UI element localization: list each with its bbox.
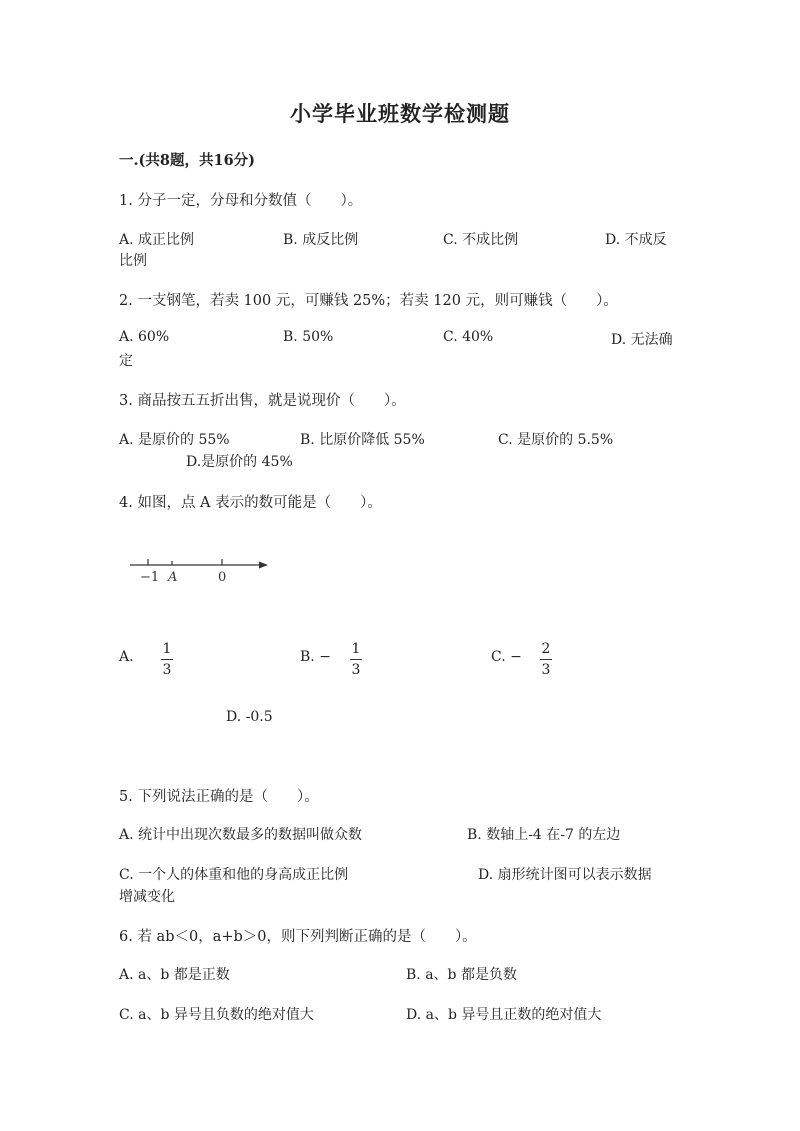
question-1-option-b: B. 成反比例: [283, 232, 359, 248]
question-1-option-d: D. 不成反: [605, 232, 667, 248]
question-5-option-a: A. 统计中出现次数最多的数据叫做众数: [119, 827, 363, 843]
question-5-stem: 5. 下列说法正确的是（ ）。: [119, 789, 319, 805]
question-6-option-a: A. a、b 都是正数: [119, 967, 230, 983]
question-4-option-c-fraction: [540, 641, 552, 678]
question-5-option-c: C. 一个人的体重和他的身高成正比例: [119, 867, 349, 883]
question-2-option-d-wrap: 定: [119, 353, 133, 369]
fraction-numerator: 1: [162, 641, 172, 657]
fraction-denominator: 3: [541, 662, 551, 678]
label-point-a: A: [168, 570, 178, 585]
question-3-option-a: A. 是原价的 55%: [119, 432, 230, 448]
question-4-option-a-prefix: A.: [119, 649, 134, 665]
question-2-stem: 2. 一支钢笔，若卖 100 元，可赚钱 25%；若卖 120 元，则可赚钱（ ）。: [119, 293, 618, 309]
section-heading: 一.(共8题，共16分): [119, 152, 256, 169]
question-4-stem: 4. 如图，点 A 表示的数可能是（ ）。: [119, 495, 382, 511]
fraction-numerator: 1: [351, 641, 361, 657]
question-4-option-c-prefix: C. −: [491, 649, 522, 665]
fraction-denominator: 3: [351, 662, 361, 678]
question-3-option-c: C. 是原价的 5.5%: [498, 432, 614, 448]
question-2-option-b: B. 50%: [283, 329, 334, 345]
question-3-stem: 3. 商品按五五折出售，就是说现价（ ）。: [119, 393, 406, 409]
fraction-bar: [161, 659, 173, 660]
fraction-bar: [350, 659, 362, 660]
number-line-figure: [125, 548, 275, 592]
question-4-option-b-fraction: [350, 641, 362, 678]
question-6-option-d: D. a、b 异号且正数的绝对值大: [406, 1007, 602, 1023]
question-1-option-c: C. 不成比例: [443, 232, 519, 248]
label-minus-one: −1: [140, 570, 160, 585]
question-4-option-d: D. -0.5: [226, 709, 273, 725]
question-3-option-b: B. 比原价降低 55%: [300, 432, 425, 448]
question-3-option-d: D.是原价的 45%: [186, 454, 293, 470]
question-5-option-b: B. 数轴上-4 在-7 的左边: [467, 827, 621, 843]
question-1-stem: 1. 分子一定，分母和分数值（ ）。: [119, 193, 363, 209]
fraction-denominator: 3: [162, 662, 172, 678]
question-1-option-d-wrap: 比例: [119, 253, 147, 269]
question-2-option-a: A. 60%: [119, 329, 170, 345]
question-6-option-b: B. a、b 都是负数: [406, 967, 517, 983]
fraction-bar: [540, 659, 552, 660]
question-1-option-a: A. 成正比例: [119, 232, 195, 248]
question-6-option-c: C. a、b 异号且负数的绝对值大: [119, 1007, 314, 1023]
question-2-option-c: C. 40%: [443, 329, 494, 345]
number-line-svg: [125, 548, 275, 588]
fraction-numerator: 2: [541, 641, 551, 657]
number-line-arrow: [259, 562, 268, 569]
question-6-stem: 6. 若 ab＜0，a+b＞0，则下列判断正确的是（ ）。: [119, 929, 477, 945]
label-zero: 0: [218, 570, 227, 585]
question-5-option-d-wrap: 增减变化: [119, 889, 175, 905]
question-4-option-a-fraction: [161, 641, 173, 678]
question-4-option-b-prefix: B. −: [300, 649, 331, 665]
page-title: 小学毕业班数学检测题: [290, 101, 510, 126]
question-5-option-d: D. 扇形统计图可以表示数据: [478, 867, 652, 883]
question-2-option-d: D. 无法确: [611, 332, 673, 348]
